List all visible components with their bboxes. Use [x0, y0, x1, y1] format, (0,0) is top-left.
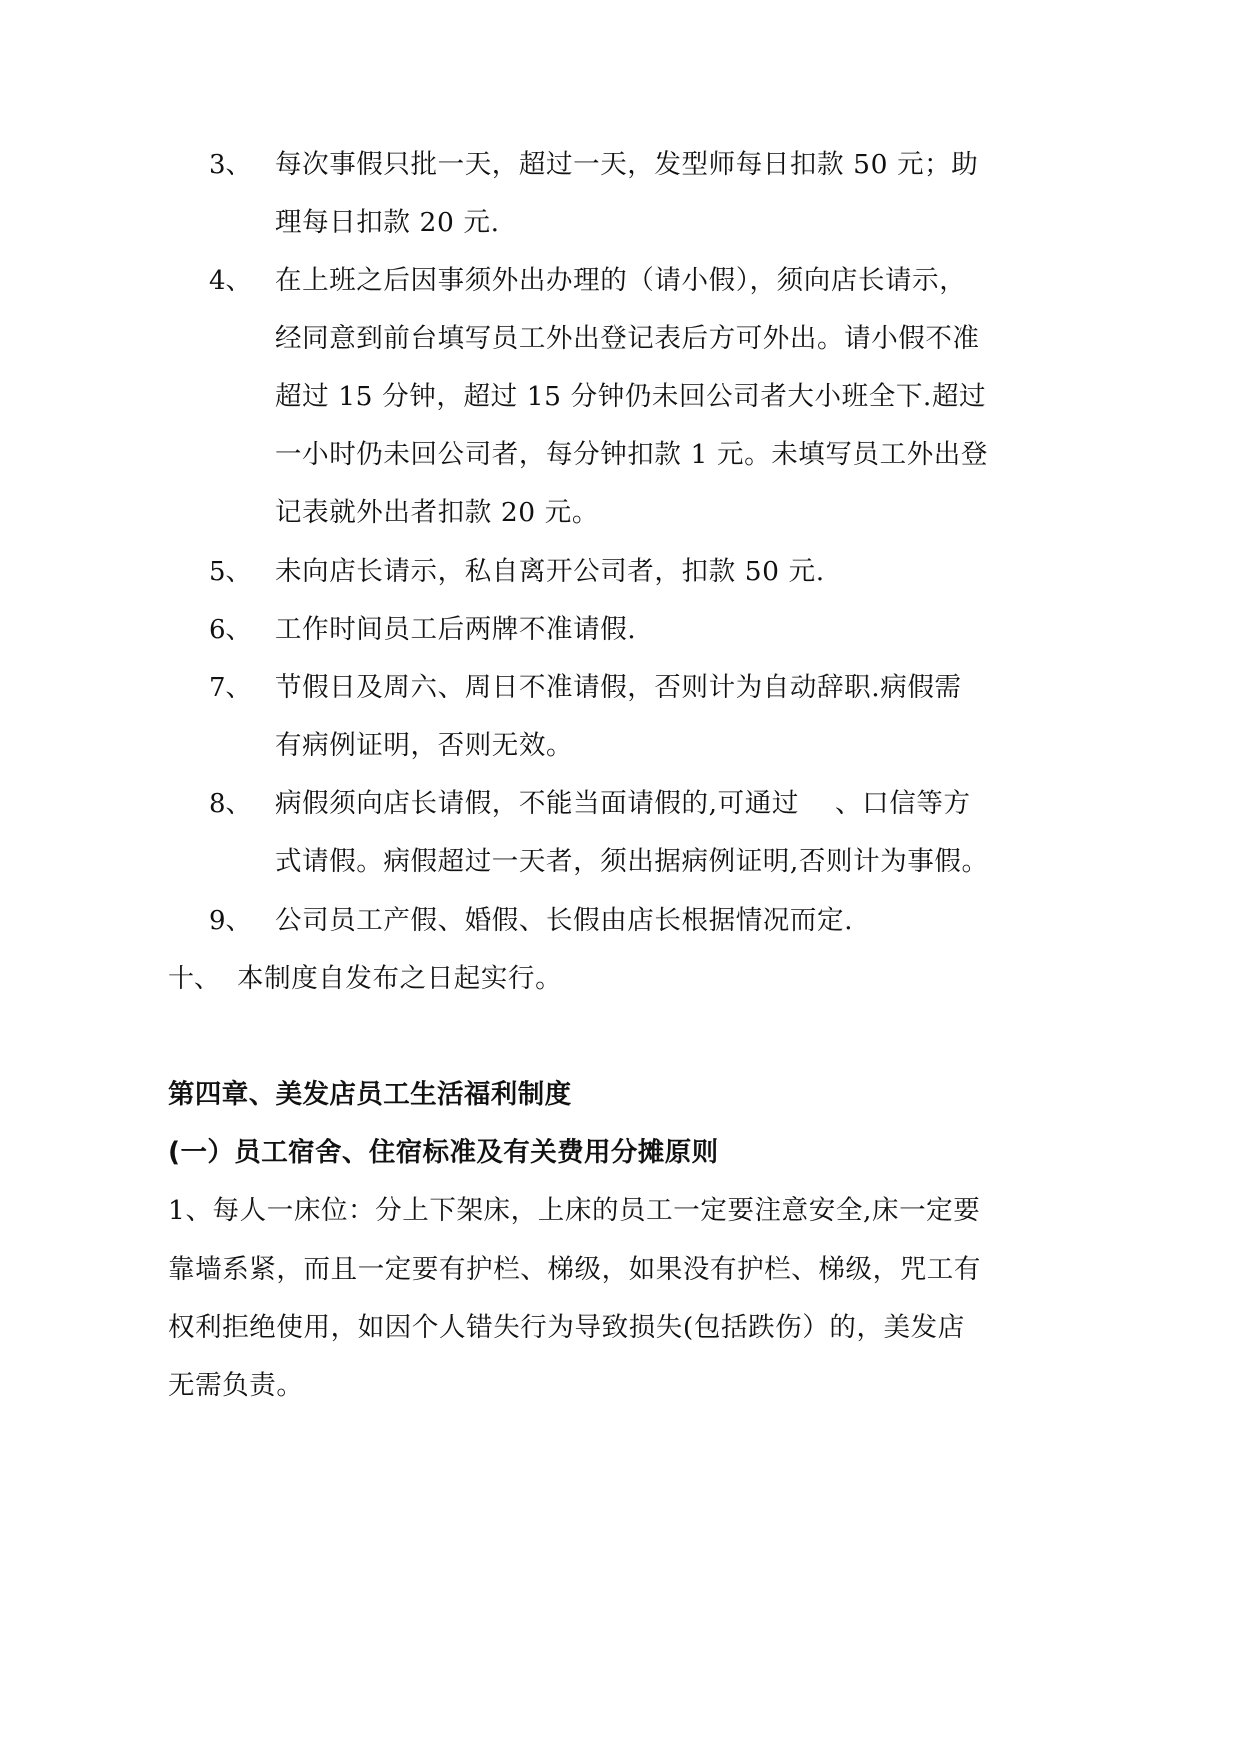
- item-line: 工作时间员工后两牌不准请假.: [275, 614, 637, 645]
- item-line: 理每日扣款 20 元.: [275, 207, 500, 238]
- item-number: 9、: [209, 906, 252, 936]
- chapter-title: 第四章、美发店员工生活福利制度: [168, 1079, 572, 1110]
- item-line: 经同意到前台填写员工外出登记表后方可外出。请小假不准: [275, 323, 980, 354]
- item-line: 病假须向店长请假，不能当面请假的,可通过 、口信等方: [275, 788, 971, 819]
- item-line: 一小时仍未回公司者，每分钟扣款 1 元。未填写员工外出登: [275, 439, 989, 470]
- paragraph-line: 权利拒绝使用，如因个人错失行为导致损失(包括跌伤）的，美发店: [168, 1312, 965, 1343]
- subsection-title: (一）员工宿舍、住宿标准及有关费用分摊原则: [168, 1137, 719, 1168]
- paragraph-line: 1、每人一床位：分上下架床，上床的员工一定要注意安全,床一定要: [168, 1195, 981, 1226]
- item-line: 节假日及周六、周日不准请假，否则计为自动辞职.病假需: [275, 672, 962, 703]
- section-number: 十、: [168, 964, 221, 994]
- item-number: 7、: [209, 673, 252, 703]
- item-line: 式请假。病假超过一天者，须出据病例证明,否则计为事假。: [275, 846, 989, 877]
- item-number: 6、: [209, 615, 252, 645]
- item-line: 在上班之后因事须外出办理的（请小假），须向店长请示，: [275, 265, 967, 296]
- item-number: 3、: [209, 150, 252, 180]
- item-line: 超过 15 分钟，超过 15 分钟仍未回公司者大小班全下.超过: [275, 381, 987, 412]
- item-number: 8、: [209, 789, 252, 819]
- item-line: 未向店长请示，私自离开公司者，扣款 50 元.: [275, 556, 825, 587]
- item-line: 每次事假只批一天，超过一天，发型师每日扣款 50 元；助: [275, 149, 979, 180]
- item-line: 记表就外出者扣款 20 元。: [275, 497, 599, 528]
- item-number: 5、: [209, 557, 252, 587]
- item-line: 有病例证明，否则无效。: [275, 730, 574, 761]
- paragraph-line: 无需负责。: [168, 1370, 304, 1401]
- item-number: 4、: [209, 266, 252, 296]
- section-text: 本制度自发布之日起实行。: [237, 963, 563, 994]
- paragraph-line: 靠墙系紧，而且一定要有护栏、梯级，如果没有护栏、梯级，咒工有: [168, 1254, 981, 1285]
- item-line: 公司员工产假、婚假、长假由店长根据情况而定.: [275, 905, 854, 936]
